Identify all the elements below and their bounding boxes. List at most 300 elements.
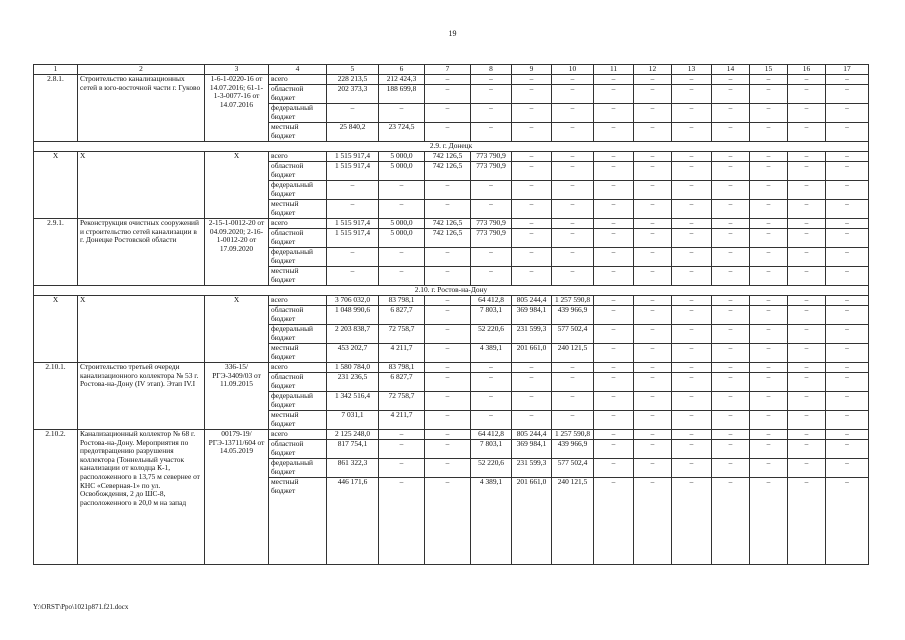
value-cell: – bbox=[471, 181, 512, 200]
budget-type: всего bbox=[269, 75, 327, 85]
value-cell: – bbox=[512, 181, 552, 200]
value-cell: – bbox=[826, 267, 869, 286]
budget-type: федеральный бюджет bbox=[269, 248, 327, 267]
row-number: 2.9.1. bbox=[34, 219, 78, 286]
budget-type: областной бюджет bbox=[269, 85, 327, 104]
value-cell: – bbox=[672, 459, 712, 478]
value-cell: – bbox=[712, 440, 750, 459]
value-cell: – bbox=[826, 373, 869, 392]
value-cell: 1 515 917,4 bbox=[327, 219, 379, 229]
value-cell: – bbox=[512, 219, 552, 229]
value-cell: 212 424,3 bbox=[379, 75, 425, 85]
value-cell: – bbox=[750, 325, 788, 344]
value-cell: 25 840,2 bbox=[327, 123, 379, 142]
value-cell: – bbox=[788, 85, 826, 104]
value-cell: – bbox=[552, 248, 594, 267]
value-cell: – bbox=[750, 104, 788, 123]
row-number: 2.10.1. bbox=[34, 363, 78, 430]
budget-type: местный бюджет bbox=[269, 123, 327, 142]
budget-type: местный бюджет bbox=[269, 267, 327, 286]
value-cell: 1 048 990,6 bbox=[327, 306, 379, 325]
value-cell: – bbox=[712, 325, 750, 344]
table-row bbox=[34, 219, 869, 229]
value-cell: 369 984,1 bbox=[512, 306, 552, 325]
value-cell: – bbox=[471, 75, 512, 85]
value-cell: – bbox=[425, 440, 471, 459]
value-cell: 52 220,6 bbox=[471, 459, 512, 478]
value-cell: 201 661,0 bbox=[512, 478, 552, 565]
value-cell: – bbox=[634, 344, 672, 363]
value-cell: – bbox=[634, 411, 672, 430]
value-cell: – bbox=[552, 373, 594, 392]
value-cell: – bbox=[512, 152, 552, 162]
value-cell: – bbox=[425, 200, 471, 219]
value-cell: – bbox=[712, 363, 750, 373]
value-cell: 64 412,8 bbox=[471, 430, 512, 440]
value-cell: 861 322,3 bbox=[327, 459, 379, 478]
value-cell: 7 803,1 bbox=[471, 440, 512, 459]
value-cell: – bbox=[788, 152, 826, 162]
value-cell: 453 202,7 bbox=[327, 344, 379, 363]
table-row bbox=[34, 75, 869, 85]
value-cell: – bbox=[826, 181, 869, 200]
value-cell: – bbox=[826, 440, 869, 459]
value-cell: – bbox=[379, 267, 425, 286]
value-cell: – bbox=[425, 123, 471, 142]
value-cell: – bbox=[634, 373, 672, 392]
budget-type: всего bbox=[269, 219, 327, 229]
value-cell: – bbox=[471, 248, 512, 267]
value-cell: – bbox=[471, 267, 512, 286]
value-cell: – bbox=[672, 440, 712, 459]
table-row bbox=[34, 430, 869, 440]
header-cell: 10 bbox=[552, 65, 594, 75]
value-cell: – bbox=[712, 478, 750, 565]
value-cell: – bbox=[594, 219, 634, 229]
value-cell: 83 798,1 bbox=[379, 363, 425, 373]
value-cell: – bbox=[594, 373, 634, 392]
value-cell: 240 121,5 bbox=[552, 478, 594, 565]
header-cell: 17 bbox=[826, 65, 869, 75]
row-number: 2.10.2. bbox=[34, 430, 78, 565]
value-cell: – bbox=[634, 363, 672, 373]
value-cell: – bbox=[379, 248, 425, 267]
project-name: Х bbox=[78, 152, 205, 219]
value-cell: – bbox=[750, 373, 788, 392]
value-cell: – bbox=[788, 363, 826, 373]
value-cell: 773 790,9 bbox=[471, 162, 512, 181]
value-cell: 7 803,1 bbox=[471, 306, 512, 325]
value-cell: – bbox=[594, 296, 634, 306]
header-cell: 14 bbox=[712, 65, 750, 75]
value-cell: 240 121,5 bbox=[552, 344, 594, 363]
project-name: Канализационный коллектор № 68 г. Ростова-на-Дону. Мероприятия по предотвращению разрушения коллектора (Тоннельный участок канализации от колодца К-1, расположенного в 13,75 м севернее от КНС «Северная-1» по ул. Освобождения, 2 до ШС-8, расположенного в 20,0 м на запад bbox=[78, 430, 205, 565]
value-cell: – bbox=[788, 229, 826, 248]
value-cell: – bbox=[512, 267, 552, 286]
value-cell: – bbox=[552, 229, 594, 248]
value-cell: 6 827,7 bbox=[379, 373, 425, 392]
value-cell: – bbox=[594, 181, 634, 200]
value-cell: – bbox=[712, 267, 750, 286]
value-cell: – bbox=[634, 104, 672, 123]
value-cell: – bbox=[672, 306, 712, 325]
budget-table bbox=[33, 64, 869, 565]
value-cell: – bbox=[826, 325, 869, 344]
value-cell: – bbox=[512, 75, 552, 85]
value-cell: – bbox=[712, 152, 750, 162]
section-title: 2.10. г. Ростов-на-Дону bbox=[34, 286, 869, 296]
value-cell: – bbox=[788, 430, 826, 440]
value-cell: – bbox=[750, 181, 788, 200]
budget-type: областной бюджет bbox=[269, 229, 327, 248]
value-cell: 742 126,5 bbox=[425, 162, 471, 181]
value-cell: – bbox=[672, 478, 712, 565]
value-cell: – bbox=[425, 373, 471, 392]
value-cell: – bbox=[327, 181, 379, 200]
value-cell: – bbox=[712, 219, 750, 229]
header-cell: 1 bbox=[34, 65, 78, 75]
value-cell: 228 213,5 bbox=[327, 75, 379, 85]
value-cell: – bbox=[672, 267, 712, 286]
value-cell: – bbox=[672, 325, 712, 344]
value-cell: – bbox=[712, 373, 750, 392]
value-cell: – bbox=[750, 248, 788, 267]
value-cell: – bbox=[594, 325, 634, 344]
value-cell: 72 758,7 bbox=[379, 325, 425, 344]
value-cell: – bbox=[712, 411, 750, 430]
value-cell: – bbox=[552, 363, 594, 373]
header-cell: 16 bbox=[788, 65, 826, 75]
value-cell: – bbox=[634, 306, 672, 325]
value-cell: – bbox=[594, 430, 634, 440]
value-cell: – bbox=[512, 104, 552, 123]
value-cell: – bbox=[634, 162, 672, 181]
header-cell: 3 bbox=[205, 65, 269, 75]
value-cell: 742 126,5 bbox=[425, 229, 471, 248]
value-cell: 231 236,5 bbox=[327, 373, 379, 392]
value-cell: – bbox=[594, 104, 634, 123]
value-cell: – bbox=[826, 85, 869, 104]
value-cell: – bbox=[712, 430, 750, 440]
value-cell: 6 827,7 bbox=[379, 306, 425, 325]
value-cell: – bbox=[712, 104, 750, 123]
value-cell: 805 244,4 bbox=[512, 430, 552, 440]
value-cell: – bbox=[788, 296, 826, 306]
value-cell: – bbox=[750, 75, 788, 85]
value-cell: 773 790,9 bbox=[471, 229, 512, 248]
value-cell: 23 724,5 bbox=[379, 123, 425, 142]
value-cell: – bbox=[425, 478, 471, 565]
value-cell: – bbox=[327, 104, 379, 123]
value-cell: – bbox=[425, 267, 471, 286]
value-cell: – bbox=[750, 363, 788, 373]
budget-type: всего bbox=[269, 430, 327, 440]
value-cell: – bbox=[672, 363, 712, 373]
value-cell: – bbox=[425, 104, 471, 123]
header-cell: 8 bbox=[471, 65, 512, 75]
value-cell: – bbox=[712, 229, 750, 248]
project-document: 336-15/РГЭ-3409/03 от 11.09.2015 bbox=[205, 363, 269, 430]
value-cell: – bbox=[552, 85, 594, 104]
value-cell: – bbox=[826, 411, 869, 430]
header-cell: 15 bbox=[750, 65, 788, 75]
value-cell: – bbox=[712, 392, 750, 411]
value-cell: – bbox=[826, 430, 869, 440]
budget-type: областной бюджет bbox=[269, 373, 327, 392]
value-cell: – bbox=[594, 363, 634, 373]
value-cell: – bbox=[471, 200, 512, 219]
value-cell: – bbox=[594, 152, 634, 162]
project-document: 00179-19/РГЭ-13711/604 от 14.05.2019 bbox=[205, 430, 269, 565]
value-cell: – bbox=[594, 440, 634, 459]
value-cell: – bbox=[634, 478, 672, 565]
value-cell: – bbox=[672, 344, 712, 363]
value-cell: – bbox=[594, 267, 634, 286]
value-cell: – bbox=[594, 392, 634, 411]
value-cell: – bbox=[672, 373, 712, 392]
value-cell: – bbox=[379, 440, 425, 459]
value-cell: – bbox=[826, 75, 869, 85]
value-cell: – bbox=[425, 181, 471, 200]
value-cell: 83 798,1 bbox=[379, 296, 425, 306]
value-cell: – bbox=[379, 478, 425, 565]
value-cell: – bbox=[552, 267, 594, 286]
value-cell: – bbox=[750, 162, 788, 181]
budget-type: областной бюджет bbox=[269, 306, 327, 325]
value-cell: – bbox=[594, 478, 634, 565]
value-cell: – bbox=[594, 344, 634, 363]
value-cell: – bbox=[512, 392, 552, 411]
budget-type: федеральный бюджет bbox=[269, 459, 327, 478]
value-cell: – bbox=[594, 248, 634, 267]
value-cell: – bbox=[788, 392, 826, 411]
value-cell: – bbox=[327, 267, 379, 286]
value-cell: – bbox=[672, 248, 712, 267]
value-cell: – bbox=[552, 152, 594, 162]
project-document: Х bbox=[205, 296, 269, 363]
value-cell: – bbox=[634, 296, 672, 306]
budget-type: всего bbox=[269, 363, 327, 373]
value-cell: – bbox=[379, 104, 425, 123]
value-cell: – bbox=[826, 248, 869, 267]
value-cell: – bbox=[425, 363, 471, 373]
value-cell: – bbox=[788, 373, 826, 392]
budget-type: местный бюджет bbox=[269, 478, 327, 565]
value-cell: – bbox=[379, 430, 425, 440]
value-cell: 4 389,1 bbox=[471, 344, 512, 363]
value-cell: 202 373,3 bbox=[327, 85, 379, 104]
value-cell: 2 203 838,7 bbox=[327, 325, 379, 344]
value-cell: – bbox=[672, 229, 712, 248]
value-cell: 72 758,7 bbox=[379, 392, 425, 411]
value-cell: – bbox=[788, 123, 826, 142]
value-cell: – bbox=[750, 306, 788, 325]
budget-type: местный бюджет bbox=[269, 411, 327, 430]
project-document: 2-15-1-0012-20 от 04.09.2020; 2-16-1-0012-20 от 17.09.2020 bbox=[205, 219, 269, 286]
value-cell: – bbox=[425, 306, 471, 325]
value-cell: – bbox=[788, 104, 826, 123]
value-cell: – bbox=[471, 104, 512, 123]
value-cell: – bbox=[594, 123, 634, 142]
value-cell: – bbox=[712, 306, 750, 325]
value-cell: 188 699,8 bbox=[379, 85, 425, 104]
value-cell: – bbox=[750, 296, 788, 306]
value-cell: – bbox=[826, 229, 869, 248]
value-cell: 4 211,7 bbox=[379, 411, 425, 430]
value-cell: – bbox=[712, 162, 750, 181]
value-cell: – bbox=[788, 325, 826, 344]
value-cell: – bbox=[594, 85, 634, 104]
value-cell: – bbox=[471, 123, 512, 142]
header-cell: 9 bbox=[512, 65, 552, 75]
value-cell: – bbox=[594, 162, 634, 181]
value-cell: – bbox=[672, 430, 712, 440]
value-cell: – bbox=[425, 459, 471, 478]
value-cell: – bbox=[826, 392, 869, 411]
value-cell: – bbox=[471, 373, 512, 392]
value-cell: – bbox=[826, 478, 869, 565]
value-cell: 4 389,1 bbox=[471, 478, 512, 565]
row-number: 2.8.1. bbox=[34, 75, 78, 142]
value-cell: – bbox=[672, 75, 712, 85]
value-cell: 5 000,0 bbox=[379, 162, 425, 181]
value-cell: 577 502,4 bbox=[552, 325, 594, 344]
budget-type: областной бюджет bbox=[269, 162, 327, 181]
table-row bbox=[34, 296, 869, 306]
value-cell: – bbox=[552, 123, 594, 142]
section-row bbox=[34, 142, 869, 152]
value-cell: – bbox=[425, 392, 471, 411]
budget-type: областной бюджет bbox=[269, 440, 327, 459]
value-cell: – bbox=[634, 200, 672, 219]
value-cell: – bbox=[594, 200, 634, 219]
value-cell: – bbox=[471, 392, 512, 411]
value-cell: 3 706 032,0 bbox=[327, 296, 379, 306]
value-cell: – bbox=[634, 325, 672, 344]
project-name: Строительство третьей очереди канализационного коллектора № 53 г. Ростова-на-Дону (IV этап). Этап IV.I bbox=[78, 363, 205, 430]
value-cell: – bbox=[327, 248, 379, 267]
budget-type: федеральный бюджет bbox=[269, 392, 327, 411]
value-cell: – bbox=[750, 411, 788, 430]
value-cell: – bbox=[425, 430, 471, 440]
header-cell: 12 bbox=[634, 65, 672, 75]
value-cell: – bbox=[425, 344, 471, 363]
value-cell: – bbox=[425, 75, 471, 85]
value-cell: – bbox=[826, 152, 869, 162]
value-cell: – bbox=[512, 200, 552, 219]
budget-type: местный бюджет bbox=[269, 200, 327, 219]
value-cell: 1 257 590,8 bbox=[552, 430, 594, 440]
value-cell: 1 515 917,4 bbox=[327, 152, 379, 162]
value-cell: – bbox=[594, 411, 634, 430]
value-cell: 2 125 248,0 bbox=[327, 430, 379, 440]
value-cell: – bbox=[552, 411, 594, 430]
value-cell: – bbox=[788, 344, 826, 363]
value-cell: – bbox=[552, 200, 594, 219]
budget-type: федеральный бюджет bbox=[269, 325, 327, 344]
value-cell: – bbox=[672, 85, 712, 104]
value-cell: – bbox=[672, 152, 712, 162]
section-title: 2.9. г. Донецк bbox=[34, 142, 869, 152]
value-cell: – bbox=[712, 248, 750, 267]
value-cell: – bbox=[552, 75, 594, 85]
budget-type: федеральный бюджет bbox=[269, 181, 327, 200]
value-cell: – bbox=[826, 104, 869, 123]
value-cell: – bbox=[379, 459, 425, 478]
budget-type: всего bbox=[269, 152, 327, 162]
value-cell: – bbox=[594, 459, 634, 478]
value-cell: – bbox=[788, 478, 826, 565]
header-cell: 13 bbox=[672, 65, 712, 75]
value-cell: 439 966,9 bbox=[552, 440, 594, 459]
value-cell: – bbox=[672, 181, 712, 200]
value-cell: – bbox=[634, 392, 672, 411]
value-cell: 64 412,8 bbox=[471, 296, 512, 306]
value-cell: 805 244,4 bbox=[512, 296, 552, 306]
value-cell: – bbox=[512, 363, 552, 373]
value-cell: – bbox=[634, 229, 672, 248]
header-cell: 6 bbox=[379, 65, 425, 75]
value-cell: – bbox=[788, 411, 826, 430]
value-cell: – bbox=[788, 162, 826, 181]
value-cell: 742 126,5 bbox=[425, 152, 471, 162]
project-document: Х bbox=[205, 152, 269, 219]
page-number: 19 bbox=[448, 29, 457, 38]
value-cell: – bbox=[672, 392, 712, 411]
value-cell: – bbox=[552, 392, 594, 411]
value-cell: – bbox=[788, 248, 826, 267]
value-cell: – bbox=[750, 229, 788, 248]
value-cell: – bbox=[634, 123, 672, 142]
value-cell: – bbox=[826, 459, 869, 478]
value-cell: – bbox=[425, 296, 471, 306]
value-cell: – bbox=[826, 219, 869, 229]
budget-type: федеральный бюджет bbox=[269, 104, 327, 123]
value-cell: 5 000,0 bbox=[379, 219, 425, 229]
value-cell: – bbox=[750, 200, 788, 219]
value-cell: – bbox=[788, 181, 826, 200]
value-cell: – bbox=[788, 200, 826, 219]
value-cell: – bbox=[471, 363, 512, 373]
project-name: Х bbox=[78, 296, 205, 363]
value-cell: – bbox=[712, 459, 750, 478]
value-cell: – bbox=[672, 296, 712, 306]
value-cell: 52 220,6 bbox=[471, 325, 512, 344]
value-cell: 369 984,1 bbox=[512, 440, 552, 459]
value-cell: – bbox=[750, 267, 788, 286]
header-cell: 2 bbox=[78, 65, 205, 75]
value-cell: – bbox=[826, 123, 869, 142]
budget-type: всего bbox=[269, 296, 327, 306]
value-cell: – bbox=[425, 325, 471, 344]
value-cell: – bbox=[750, 478, 788, 565]
value-cell: – bbox=[672, 162, 712, 181]
value-cell: 5 000,0 bbox=[379, 229, 425, 248]
value-cell: – bbox=[634, 430, 672, 440]
value-cell: – bbox=[788, 75, 826, 85]
value-cell: 773 790,9 bbox=[471, 219, 512, 229]
value-cell: – bbox=[750, 152, 788, 162]
value-cell: – bbox=[750, 85, 788, 104]
value-cell: – bbox=[750, 459, 788, 478]
row-number: Х bbox=[34, 296, 78, 363]
value-cell: – bbox=[634, 85, 672, 104]
project-name: Строительство канализационных сетей в юго-восточной части г. Гуково bbox=[78, 75, 205, 142]
value-cell: 1 515 917,4 bbox=[327, 229, 379, 248]
value-cell: – bbox=[594, 229, 634, 248]
value-cell: 201 661,0 bbox=[512, 344, 552, 363]
value-cell: – bbox=[712, 200, 750, 219]
